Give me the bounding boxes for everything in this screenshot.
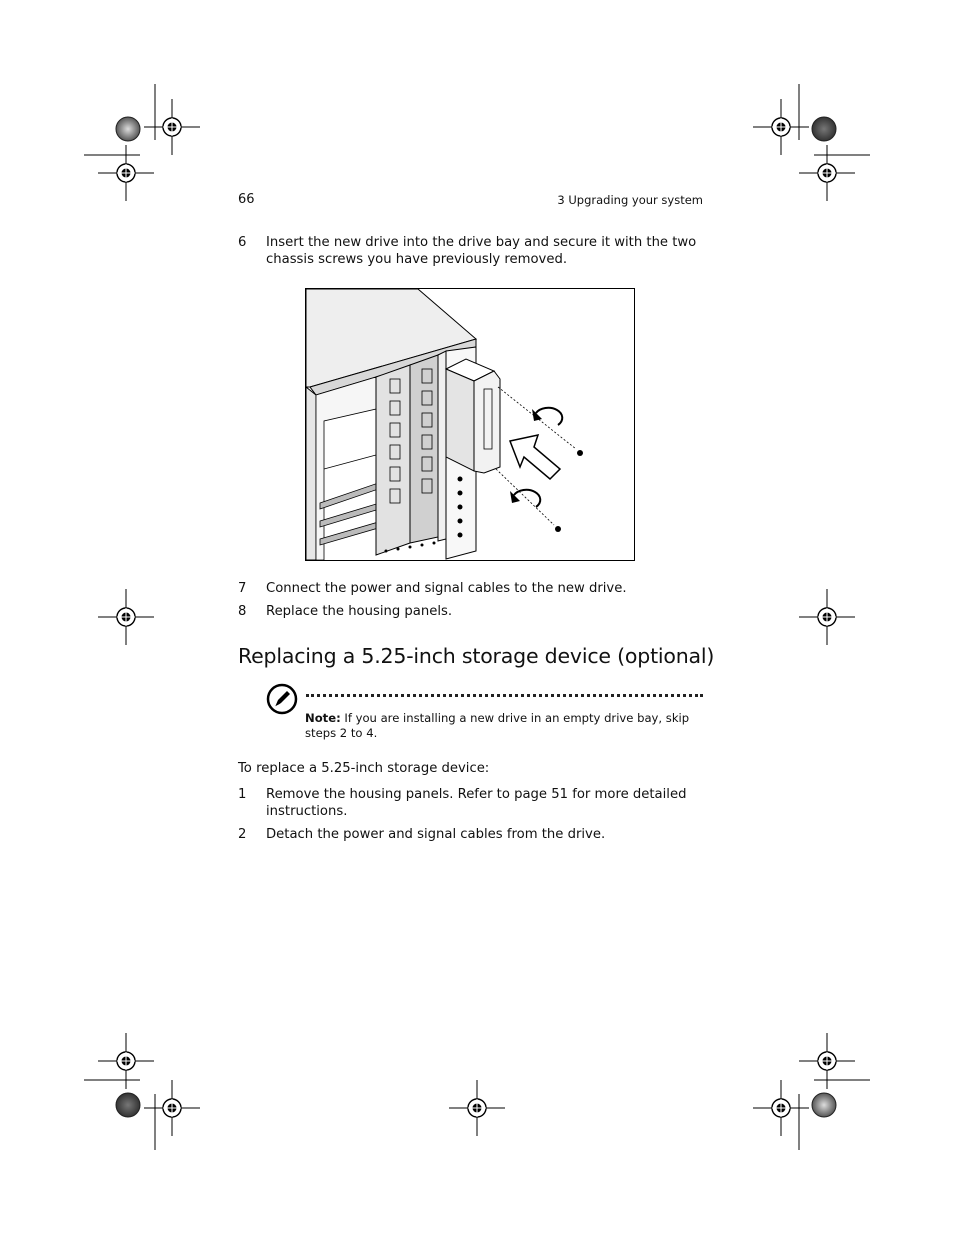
note-divider (306, 694, 703, 697)
registration-circle-icon (116, 117, 140, 141)
step-text: Replace the housing panels. (266, 604, 453, 619)
step-text: Connect the power and signal cables to the new drive. (266, 581, 627, 596)
step-item (238, 826, 708, 844)
step-number: 1 (238, 787, 247, 802)
step-item (238, 603, 708, 621)
step-item (238, 234, 708, 270)
step-item (238, 580, 708, 598)
step-text: Remove the housing panels. Refer to page 51 for more detailed instructions. (266, 787, 687, 819)
note-label: Note: (305, 711, 341, 725)
note-text (305, 711, 705, 741)
note-body: If you are installing a new drive in an empty drive bay, skip steps 2 to 4. (305, 711, 690, 740)
step-item (238, 786, 708, 822)
step-number: 6 (238, 235, 247, 250)
drive-bay-installation-illustration (306, 289, 634, 560)
step-text: Insert the new drive into the drive bay and secure it with the two chassis screws you have previously removed. (266, 235, 697, 267)
section-title: Replacing a 5.25-inch storage device (optional) (238, 644, 715, 668)
intro-text: To replace a 5.25-inch storage device: (238, 761, 490, 776)
step-number: 8 (238, 604, 247, 619)
step-text: Detach the power and signal cables from the drive. (266, 827, 606, 842)
note-pen-icon (266, 683, 298, 715)
drive-bay-figure (305, 288, 635, 561)
chapter-title: 3 Upgrading your system (557, 193, 703, 207)
page-number: 66 (238, 192, 255, 207)
step-number: 7 (238, 581, 247, 596)
step-number: 2 (238, 827, 247, 842)
